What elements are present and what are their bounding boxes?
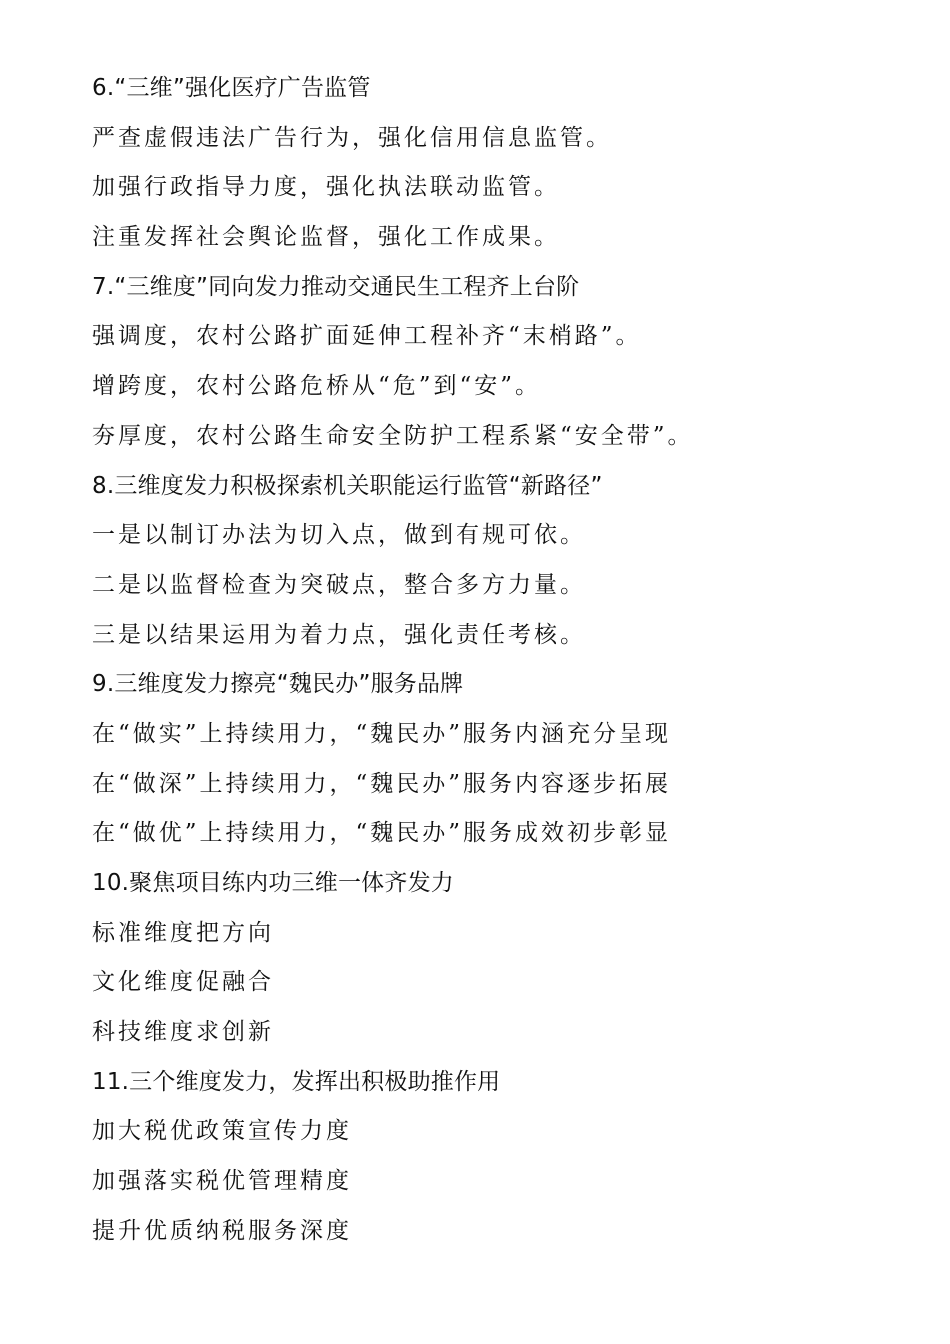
section-item: 文化维度促融合 xyxy=(92,969,274,996)
section-item: 夯厚度，农村公路生命安全防护工程系紧“安全带”。 xyxy=(92,422,694,449)
section-heading: 10.聚焦项目练内功三维一体齐发力 xyxy=(92,870,454,896)
section-item: 提升优质纳税服务深度 xyxy=(92,1217,352,1244)
section-item: 在“做深”上持续用力，“魏民办”服务内容逐步拓展 xyxy=(92,770,672,797)
section-heading: 9.三维度发力擦亮“魏民办”服务品牌 xyxy=(92,671,464,698)
section-item: 在“做优”上持续用力，“魏民办”服务成效初步彰显 xyxy=(92,820,672,847)
section-item: 注重发挥社会舆论监督，强化工作成果。 xyxy=(92,224,560,251)
section-item: 一是以制订办法为切入点，做到有规可依。 xyxy=(92,522,586,549)
section-item: 加强行政指导力度，强化执法联动监管。 xyxy=(92,174,560,201)
document-body xyxy=(92,64,912,1257)
section-item: 加大税优政策宣传力度 xyxy=(92,1118,352,1145)
section-item: 严查虚假违法广告行为，强化信用信息监管。 xyxy=(92,124,612,151)
section-item: 科技维度求创新 xyxy=(92,1019,274,1046)
section-item: 在“做实”上持续用力，“魏民办”服务内涵充分呈现 xyxy=(92,720,672,747)
section-item: 标准维度把方向 xyxy=(92,919,274,946)
section-heading: 6.“三维”强化医疗广告监管 xyxy=(92,75,371,101)
section-item: 加强落实税优管理精度 xyxy=(92,1168,352,1195)
section-item: 强调度，农村公路扩面延伸工程补齐“末梢路”。 xyxy=(92,323,642,350)
section-heading: 8.三维度发力积极探索机关职能运行监管“新路径” xyxy=(92,472,603,499)
section-item: 二是以监督检查为突破点，整合多方力量。 xyxy=(92,571,586,598)
section-item: 增跨度，农村公路危桥从“危”到“安”。 xyxy=(92,373,542,400)
section-heading: 11.三个维度发力，发挥出积极助推作用 xyxy=(92,1068,501,1095)
section-heading: 7.“三维度”同向发力推动交通民生工程齐上台阶 xyxy=(92,273,580,300)
section-item: 三是以结果运用为着力点，强化责任考核。 xyxy=(92,621,586,648)
